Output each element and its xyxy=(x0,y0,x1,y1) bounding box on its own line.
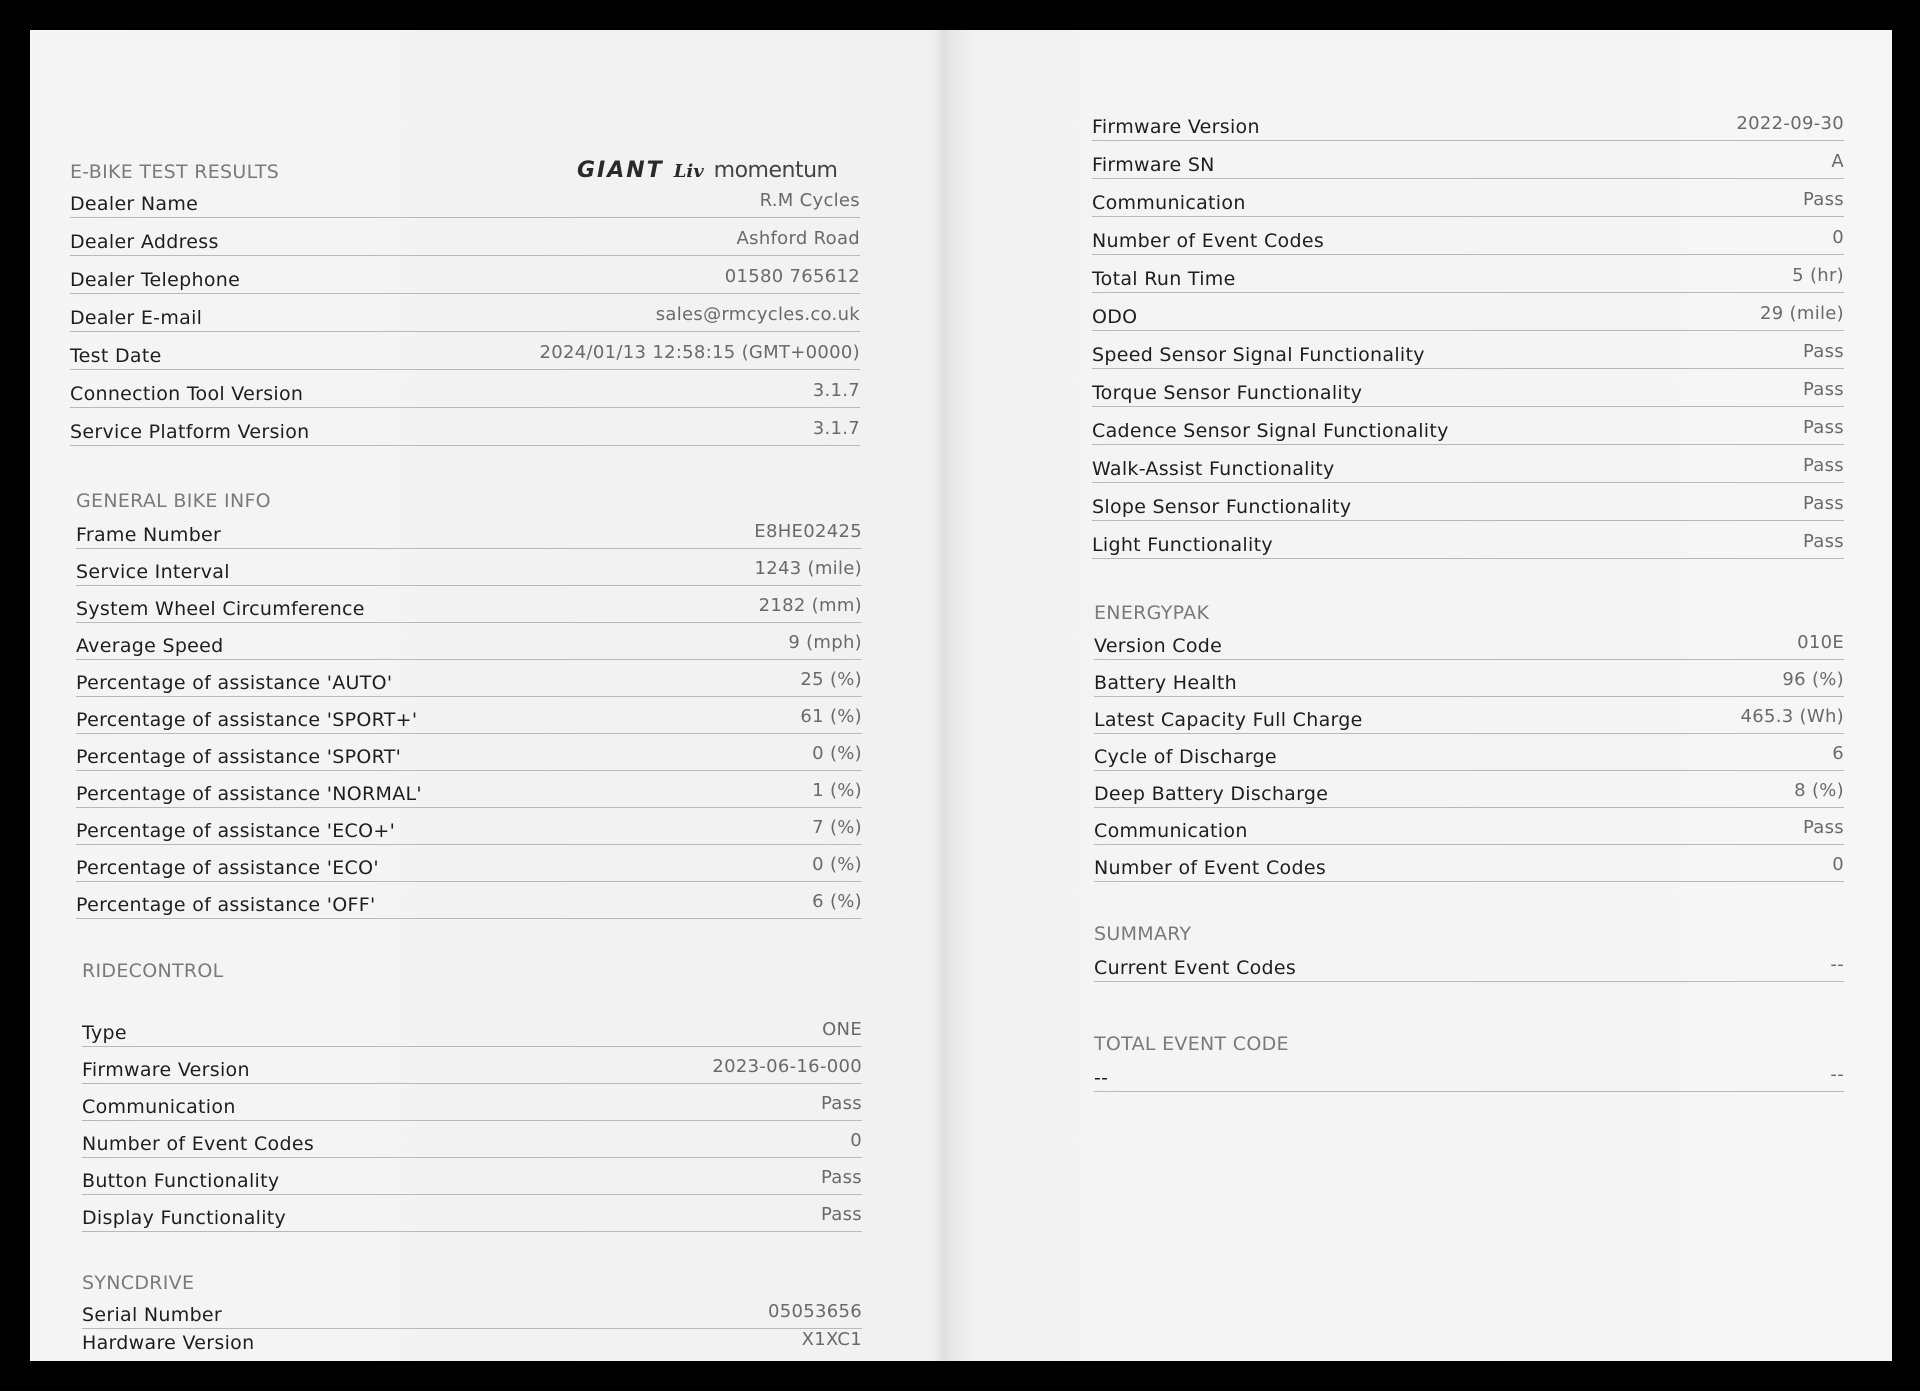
table-row xyxy=(76,740,862,771)
table-row xyxy=(1094,740,1844,771)
row-value: R.M Cycles xyxy=(759,190,860,211)
row-value: 0 xyxy=(1832,854,1844,875)
row-label: Hardware Version xyxy=(82,1332,255,1354)
row-value: 01580 765612 xyxy=(724,266,860,287)
row-value: Pass xyxy=(1802,379,1844,400)
row-label: Button Functionality xyxy=(82,1170,280,1192)
ebike-section-title: E-BIKE TEST RESULTS xyxy=(70,161,280,183)
row-label: Dealer Telephone xyxy=(70,269,241,291)
row-label: -- xyxy=(1094,1067,1109,1089)
table-row xyxy=(1094,951,1844,982)
row-label: Communication xyxy=(1094,820,1248,842)
row-label: System Wheel Circumference xyxy=(76,598,365,620)
liv-logo: Liv xyxy=(673,161,704,182)
row-label: Dealer E-mail xyxy=(70,307,203,329)
table-row xyxy=(1092,452,1844,483)
row-label: Dealer Name xyxy=(70,193,199,215)
row-value: 61 (%) xyxy=(800,706,862,727)
row-label: ODO xyxy=(1092,306,1138,328)
row-label: Serial Number xyxy=(82,1304,223,1326)
table-row xyxy=(1092,414,1844,445)
table-row xyxy=(1094,666,1844,697)
row-value: 6 (%) xyxy=(812,891,862,912)
table-row xyxy=(1092,110,1844,141)
row-label: Firmware SN xyxy=(1092,154,1215,176)
row-value: 0 (%) xyxy=(812,854,862,875)
row-label: Firmware Version xyxy=(1092,116,1260,138)
row-value: 1243 (mile) xyxy=(754,558,862,579)
summary-section-title: SUMMARY xyxy=(1094,923,1192,945)
table-row xyxy=(1094,629,1844,660)
table-row xyxy=(76,703,862,734)
row-label: Percentage of assistance 'SPORT+' xyxy=(76,709,418,731)
table-row xyxy=(1092,148,1844,179)
row-label: Deep Battery Discharge xyxy=(1094,783,1329,805)
row-label: Cadence Sensor Signal Functionality xyxy=(1092,420,1449,442)
row-value: Pass xyxy=(1802,417,1844,438)
row-label: Battery Health xyxy=(1094,672,1237,694)
row-value: 465.3 (Wh) xyxy=(1740,706,1844,727)
row-label: Torque Sensor Functionality xyxy=(1092,382,1363,404)
table-row xyxy=(70,415,860,446)
row-label: Speed Sensor Signal Functionality xyxy=(1092,344,1425,366)
table-row xyxy=(82,1053,862,1084)
ridecontrol-section-title: RIDECONTROL xyxy=(82,960,224,982)
row-label: Percentage of assistance 'ECO+' xyxy=(76,820,396,842)
row-label: Percentage of assistance 'SPORT' xyxy=(76,746,402,768)
row-value: Pass xyxy=(1802,493,1844,514)
row-value: Pass xyxy=(1802,817,1844,838)
row-value: 5 (hr) xyxy=(1792,265,1844,286)
row-label: Number of Event Codes xyxy=(82,1133,315,1155)
row-label: Percentage of assistance 'NORMAL' xyxy=(76,783,422,805)
row-label: Average Speed xyxy=(76,635,224,657)
table-row xyxy=(76,851,862,882)
row-label: Service Platform Version xyxy=(70,421,310,443)
row-label: Communication xyxy=(1092,192,1246,214)
row-value: 3.1.7 xyxy=(812,418,860,439)
row-label: Dealer Address xyxy=(70,231,219,253)
giant-logo: GIANT xyxy=(577,158,664,183)
table-row xyxy=(82,1164,862,1195)
table-row xyxy=(1092,300,1844,331)
row-value: 29 (mile) xyxy=(1760,303,1844,324)
table-row xyxy=(82,1127,862,1158)
row-label: Current Event Codes xyxy=(1094,957,1297,979)
row-value: 7 (%) xyxy=(812,817,862,838)
row-label: Total Run Time xyxy=(1092,268,1236,290)
table-row xyxy=(70,263,860,294)
row-value: Pass xyxy=(1802,455,1844,476)
row-label: Communication xyxy=(82,1096,236,1118)
table-row xyxy=(1092,186,1844,217)
table-row xyxy=(1094,851,1844,882)
row-value: Pass xyxy=(1802,341,1844,362)
energypak-section-title: ENERGYPAK xyxy=(1094,602,1210,624)
table-row xyxy=(76,555,862,586)
row-value: 1 (%) xyxy=(812,780,862,801)
table-row xyxy=(70,225,860,256)
row-value: -- xyxy=(1830,954,1844,975)
table-row xyxy=(1094,1061,1844,1092)
table-row xyxy=(70,187,860,218)
table-row xyxy=(1092,224,1844,255)
row-value: 2024/01/13 12:58:15 (GMT+0000) xyxy=(539,342,860,363)
row-label: Frame Number xyxy=(76,524,222,546)
brand-logo xyxy=(577,158,837,186)
row-value: 2023-06-16-000 xyxy=(712,1056,862,1077)
row-value: 3.1.7 xyxy=(812,380,860,401)
table-row xyxy=(82,1201,862,1232)
table-row xyxy=(70,339,860,370)
table-row xyxy=(82,1330,862,1356)
table-row xyxy=(76,814,862,845)
row-value: 0 xyxy=(850,1130,862,1151)
row-label: Percentage of assistance 'ECO' xyxy=(76,857,379,879)
row-value: Pass xyxy=(1802,189,1844,210)
row-label: Connection Tool Version xyxy=(70,383,304,405)
row-value: X1XC1 xyxy=(801,1329,862,1350)
row-value: 0 (%) xyxy=(812,743,862,764)
row-label: Latest Capacity Full Charge xyxy=(1094,709,1363,731)
table-row xyxy=(76,592,862,623)
row-label: Test Date xyxy=(70,345,162,367)
row-label: Number of Event Codes xyxy=(1094,857,1327,879)
table-row xyxy=(1094,777,1844,808)
total-event-section-title: TOTAL EVENT CODE xyxy=(1094,1033,1289,1055)
table-row xyxy=(82,1090,862,1121)
row-value: 2022-09-30 xyxy=(1736,113,1844,134)
table-row xyxy=(76,629,862,660)
row-label: Slope Sensor Functionality xyxy=(1092,496,1352,518)
table-row xyxy=(70,377,860,408)
row-value: 9 (mph) xyxy=(788,632,862,653)
printed-report xyxy=(30,30,1892,1361)
row-value: A xyxy=(1831,151,1844,172)
row-value: Pass xyxy=(1802,531,1844,552)
row-value: Ashford Road xyxy=(736,228,860,249)
row-label: Percentage of assistance 'OFF' xyxy=(76,894,376,916)
row-label: Light Functionality xyxy=(1092,534,1273,556)
table-row xyxy=(1092,338,1844,369)
general-section-title: GENERAL BIKE INFO xyxy=(76,490,271,512)
row-value: 010E xyxy=(1797,632,1844,653)
row-value: 05053656 xyxy=(767,1301,862,1322)
row-value: Pass xyxy=(820,1204,862,1225)
row-label: Percentage of assistance 'AUTO' xyxy=(76,672,393,694)
row-value: Pass xyxy=(820,1167,862,1188)
row-label: Firmware Version xyxy=(82,1059,250,1081)
row-value: 96 (%) xyxy=(1782,669,1844,690)
row-value: -- xyxy=(1830,1064,1844,1085)
table-row xyxy=(82,1016,862,1047)
syncdrive-section-title: SYNCDRIVE xyxy=(82,1272,195,1294)
row-label: Cycle of Discharge xyxy=(1094,746,1277,768)
table-row xyxy=(82,1298,862,1329)
table-row xyxy=(1092,262,1844,293)
row-value: 6 xyxy=(1832,743,1844,764)
row-label: Display Functionality xyxy=(82,1207,287,1229)
row-label: Version Code xyxy=(1094,635,1223,657)
table-row xyxy=(1092,376,1844,407)
row-value: 8 (%) xyxy=(1794,780,1844,801)
table-row xyxy=(1094,703,1844,734)
row-value: Pass xyxy=(820,1093,862,1114)
row-value: 0 xyxy=(1832,227,1844,248)
row-value: 2182 (mm) xyxy=(758,595,862,616)
table-row xyxy=(76,666,862,697)
row-value: ONE xyxy=(822,1019,862,1040)
row-value: 25 (%) xyxy=(800,669,862,690)
table-row xyxy=(1092,490,1844,521)
momentum-logo: momentum xyxy=(713,158,838,183)
row-label: Type xyxy=(82,1022,127,1044)
table-row xyxy=(1092,528,1844,559)
row-label: Number of Event Codes xyxy=(1092,230,1325,252)
table-row xyxy=(76,888,862,919)
row-value: sales@rmcycles.co.uk xyxy=(655,304,860,325)
table-row xyxy=(1094,814,1844,845)
row-value: E8HE02425 xyxy=(754,521,862,542)
row-label: Service Interval xyxy=(76,561,230,583)
table-row xyxy=(70,301,860,332)
row-label: Walk-Assist Functionality xyxy=(1092,458,1335,480)
table-row xyxy=(76,518,862,549)
table-row xyxy=(76,777,862,808)
page-fold xyxy=(935,30,953,1361)
